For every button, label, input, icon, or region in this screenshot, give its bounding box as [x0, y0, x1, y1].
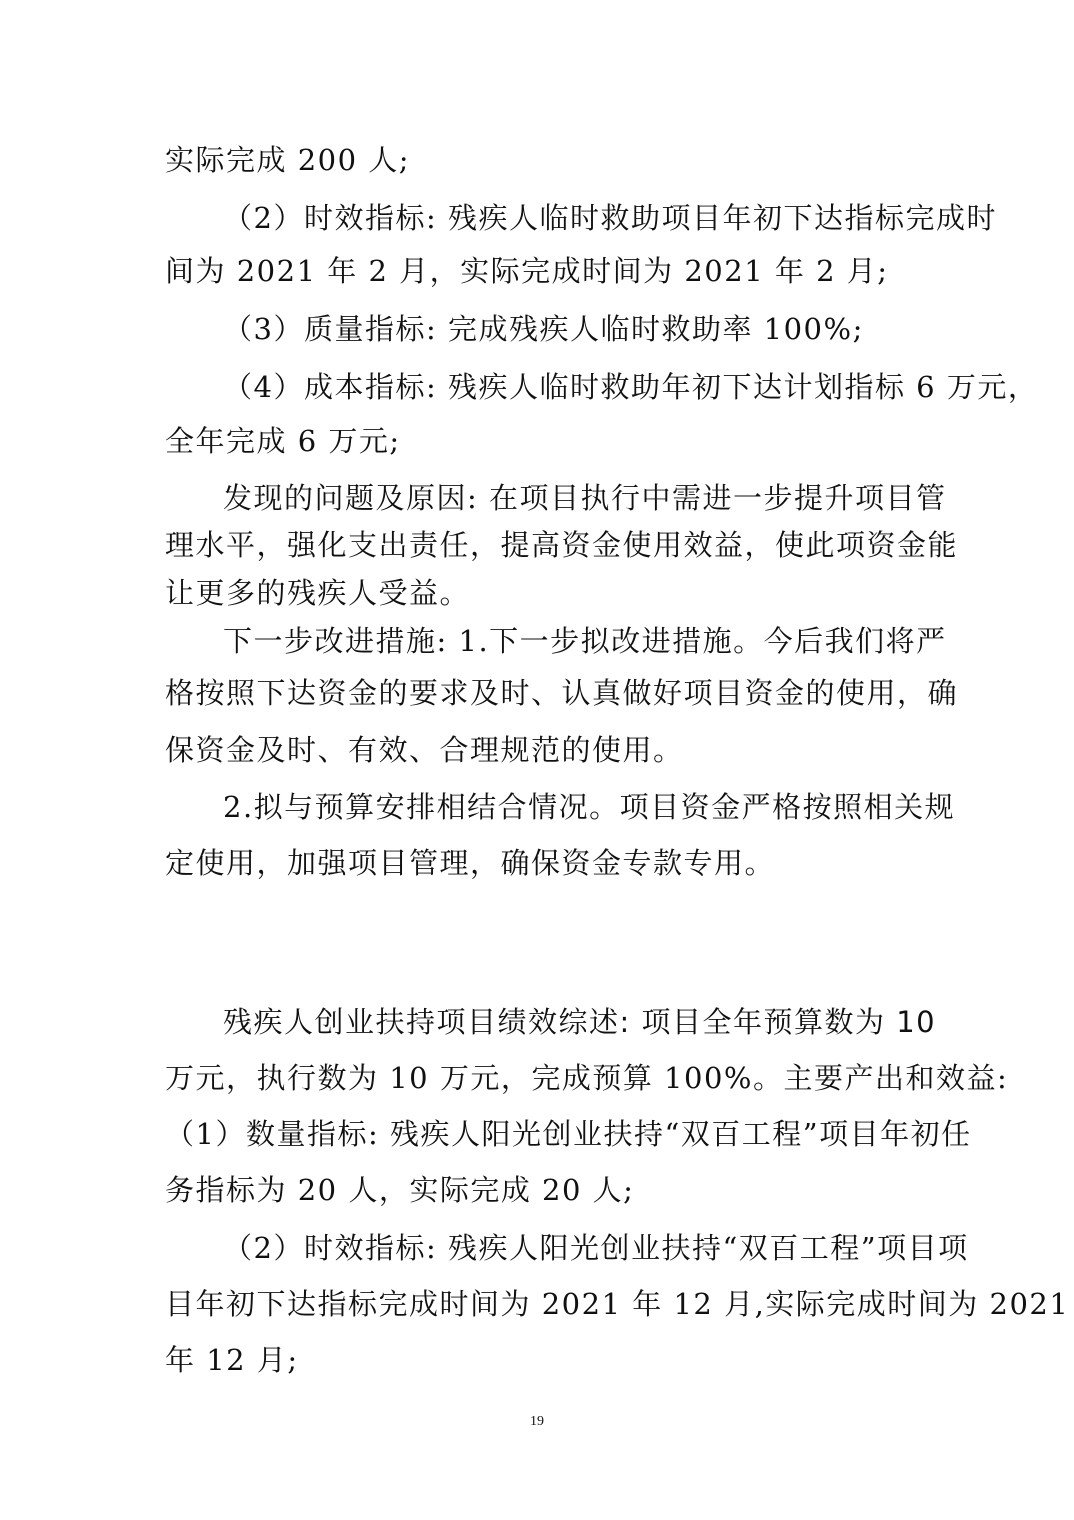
text-line: 全年完成 6 万元;: [165, 424, 401, 458]
text-line: 让更多的残疾人受益。: [165, 576, 471, 610]
text-line: 务指标为 20 人，实际完成 20 人;: [165, 1173, 635, 1207]
text-line: 目年初下达指标完成时间为 2021 年 12 月,实际完成时间为 2021: [165, 1287, 1070, 1321]
text-line: 发现的问题及原因: 在项目执行中需进一步提升项目管: [223, 481, 947, 515]
text-line: 年 12 月;: [165, 1343, 299, 1377]
text-line: （1）数量指标: 残疾人阳光创业扶持“双百工程”项目年初任: [165, 1117, 972, 1151]
text-line: （4）成本指标: 残疾人临时救助年初下达计划指标 6 万元，: [223, 370, 1039, 404]
text-line: 万元，执行数为 10 万元，完成预算 100%。主要产出和效益:: [165, 1061, 1009, 1095]
page-number: 19: [530, 1414, 544, 1429]
text-line: 实际完成 200 人;: [165, 143, 411, 177]
text-line: （2）时效指标: 残疾人临时救助项目年初下达指标完成时: [223, 201, 997, 235]
text-line: 理水平，强化支出责任，提高资金使用效益，使此项资金能: [165, 528, 959, 562]
text-line: 2.拟与预算安排相结合情况。项目资金严格按照相关规: [223, 790, 956, 824]
section-heading-line: 残疾人创业扶持项目绩效综述: 项目全年预算数为 10: [223, 1005, 937, 1039]
text-line: 格按照下达资金的要求及时、认真做好项目资金的使用，确: [165, 676, 959, 710]
text-line: 间为 2021 年 2 月，实际完成时间为 2021 年 2 月;: [165, 254, 889, 288]
text-line: 定使用，加强项目管理，确保资金专款专用。: [165, 846, 776, 880]
text-line: 下一步改进措施: 1.下一步拟改进措施。今后我们将严: [223, 624, 947, 658]
text-line: （2）时效指标: 残疾人阳光创业扶持“双百工程”项目项: [223, 1231, 969, 1265]
text-line: （3）质量指标: 完成残疾人临时救助率 100%;: [223, 312, 864, 346]
text-line: 保资金及时、有效、合理规范的使用。: [165, 733, 684, 767]
